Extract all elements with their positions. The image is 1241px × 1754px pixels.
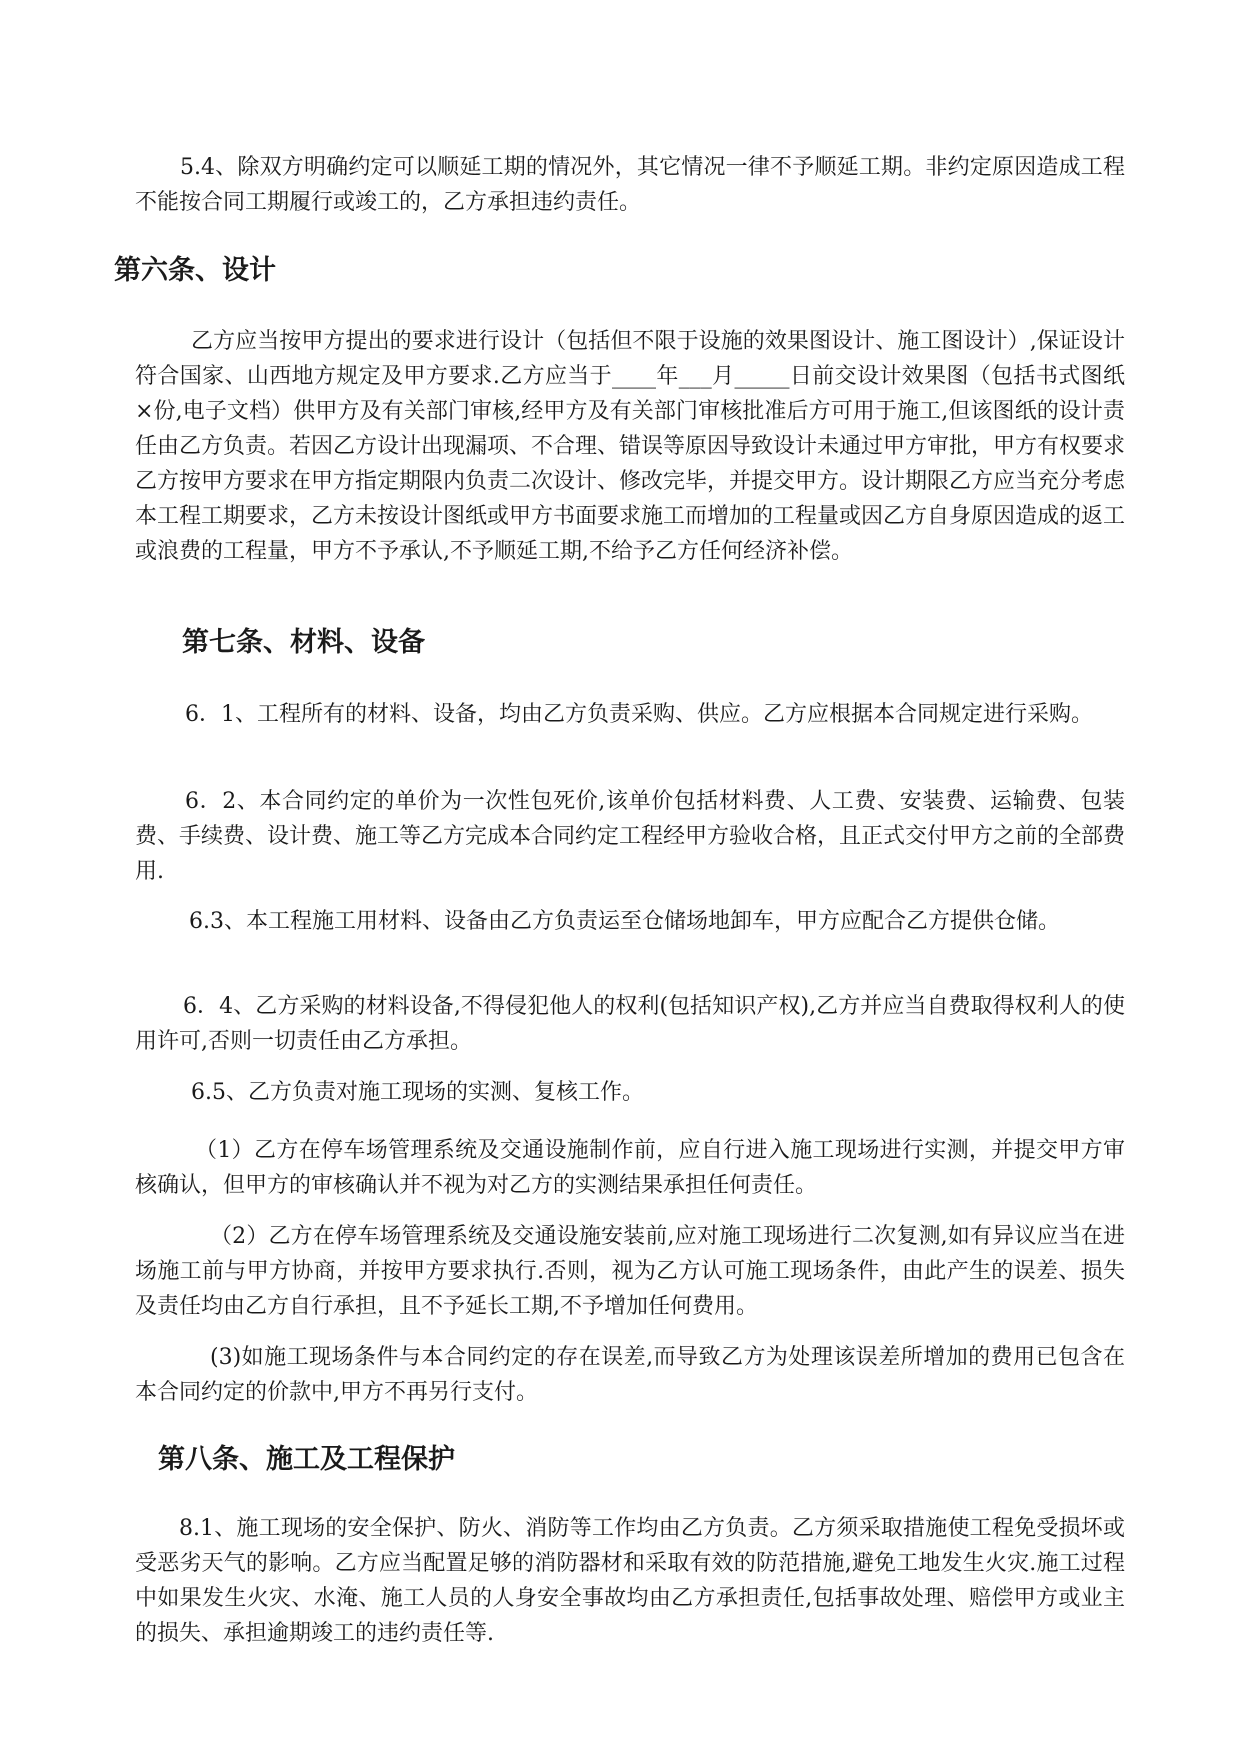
- clause-6-5: 6.5、乙方负责对施工现场的实测、复核工作。: [191, 1080, 644, 1105]
- clause-5-4: 5.4、除双方明确约定可以顺延工期的情况外，其它情况一律不予顺延工期。非约定原因造成工程不能按合同工期履行或竣工的，乙方承担违约责任。: [135, 155, 1125, 215]
- clause-6-5-2: （2）乙方在停车场管理系统及交通设施安装前,应对施工现场进行二次复测,如有异议应当在进场施工前与甲方协商，并按甲方要求执行.否则，视为乙方认可施工现场条件，由此产生的误差、损失及责任均由乙方自行承担，且不予延长工期,不予增加任何费用。: [135, 1224, 1125, 1319]
- design-body: 乙方应当按甲方提出的要求进行设计（包括但不限于设施的效果图设计、施工图设计）,保证设计符合国家、山西地方规定及甲方要求.乙方应当于____年___月_____日前交设计效果图（包括书式图纸×份,电子文档）供甲方及有关部门审核,经甲方及有关部门审核批准后方可用于施工,但该图纸的设计责任由乙方负责。若因乙方设计出现漏项、不合理、错误等原因导致设计未通过甲方审批，甲方有权要求乙方按甲方要求在甲方指定期限内负责二次设计、修改完毕，并提交甲方。设计期限乙方应当充分考虑本工程工期要求，乙方未按设计图纸或甲方书面要求施工而增加的工程量或因乙方自身原因造成的返工或浪费的工程量，甲方不予承认,不予顺延工期,不给予乙方任何经济补偿。: [135, 329, 1126, 564]
- clause-6-3: 6.3、本工程施工用材料、设备由乙方负责运至仓储场地卸车，甲方应配合乙方提供仓储。: [189, 909, 1060, 934]
- clause-6-5-1: （1）乙方在停车场管理系统及交通设施制作前，应自行进入施工现场进行实测，并提交甲方审核确认，但甲方的审核确认并不视为对乙方的实测结果承担任何责任。: [135, 1138, 1125, 1198]
- heading-article-6: 第六条、设计: [114, 255, 276, 286]
- clause-6-2: 6．2、本合同约定的单价为一次性包死价,该单价包括材料费、人工费、安装费、运输费、包装费、手续费、设计费、施工等乙方完成本合同约定工程经甲方验收合格，且正式交付甲方之前的全部费用.: [135, 789, 1126, 884]
- clause-6-1: 6．1、工程所有的材料、设备，均由乙方负责采购、供应。乙方应根据本合同规定进行采购。: [185, 702, 1093, 727]
- heading-article-8: 第八条、施工及工程保护: [158, 1444, 455, 1475]
- clause-6-5-3: (3)如施工现场条件与本合同约定的存在误差,而导致乙方为处理该误差所增加的费用已包含在本合同约定的价款中,甲方不再另行支付。: [135, 1345, 1125, 1405]
- clause-8-1: 8.1、施工现场的安全保护、防火、消防等工作均由乙方负责。乙方须采取措施使工程免受损坏或受恶劣天气的影响。乙方应当配置足够的消防器材和采取有效的防范措施,避免工地发生火灾.施工过程中如果发生火灾、水淹、施工人员的人身安全事故均由乙方承担责任,包括事故处理、赔偿甲方或业主的损失、承担逾期竣工的违约责任等.: [135, 1516, 1125, 1646]
- clause-6-4: 6．4、乙方采购的材料设备,不得侵犯他人的权利(包括知识产权),乙方并应当自费取得权利人的使用许可,否则一切责任由乙方承担。: [135, 994, 1125, 1054]
- heading-article-7: 第七条、材料、设备: [182, 627, 425, 658]
